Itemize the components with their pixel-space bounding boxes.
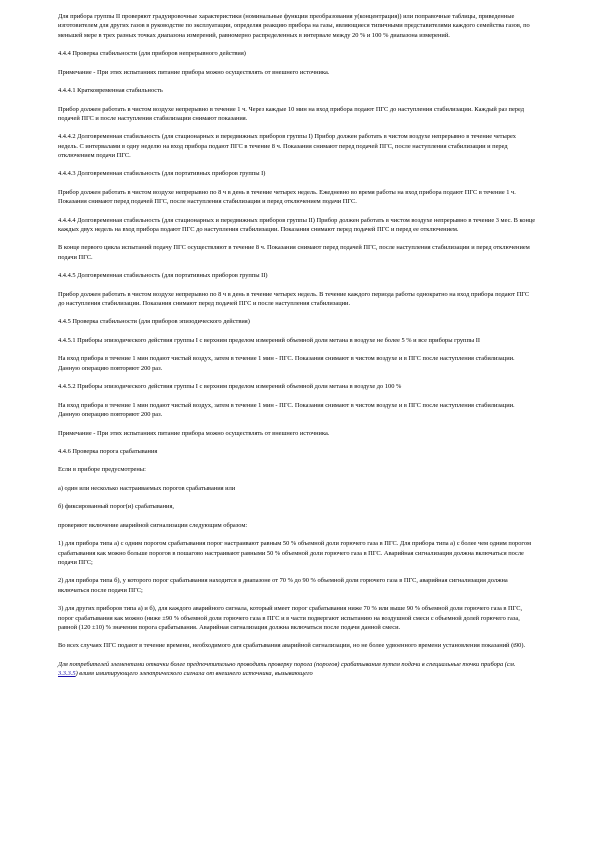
paragraph: 4.4.4.3 Долговременная стабильность (для портативных приборов группы I) <box>58 170 266 178</box>
paragraph-gap <box>58 77 536 86</box>
paragraph: а) один или несколько настраиваемых порогов срабатывания или <box>58 484 236 492</box>
paragraph: Прибор должен работать в чистом воздухе непрерывно в течение 1 ч. Через каждые 10 мин на вход прибора подают ПГС до наступления стабилизации. Каждый раз перед подачей ПГС и после наступления стабилизации снимают показания. <box>58 105 525 122</box>
paragraph-gap <box>58 419 536 428</box>
paragraph-gap <box>58 595 536 604</box>
paragraph-gap <box>58 345 536 354</box>
paragraph: Примечание - При этих испытаниях питание прибора можно осуществлять от внешнего источника. <box>58 429 330 437</box>
paragraph: Примечание - При этих испытаниях питание прибора можно осуществлять от внешнего источника. <box>58 68 330 76</box>
paragraph: 4.4.4 Проверка стабильности (для приборов непрерывного действия) <box>58 50 246 58</box>
paragraph: В конце первого цикла испытаний подачу ПГС осуществляют в течение 8 ч. Показания снимают перед подачей ПГС, после наступления стабилизации и перед отключением подачи ПГС. <box>58 244 530 261</box>
paragraph <box>58 660 536 679</box>
paragraph: Во всех случаях ПГС подают в течение времени, необходимого для срабатывания аварийной сигнализации, но не более удвоенного времени установления показаний (t90). <box>58 642 526 650</box>
paragraph-gap <box>58 475 536 484</box>
paragraph-gap <box>58 234 536 243</box>
paragraph: Прибор должен работать в чистом воздухе непрерывно по 8 ч в день в течение четырех недель. В течение каждого периода работы однократно на вход прибора подают ПГС до наступления стабилизации. Показания снимают перед подачей ПГС и после наступления стабилизации. <box>58 290 530 307</box>
section-reference-link[interactable]: 3.3.3.5 <box>58 670 76 678</box>
paragraph-gap <box>58 308 536 317</box>
paragraph-gap <box>58 530 536 539</box>
paragraph-gap <box>58 373 536 382</box>
paragraph-gap <box>58 262 536 271</box>
paragraph-gap <box>58 206 536 215</box>
paragraph: 4.4.5.2 Приборы эпизодического действия группы I с верхним пределом измерений объемной доли метана в воздухе до 100 % <box>58 383 402 391</box>
paragraph: 2) для прибора типа б), у которого порог срабатывания находится в диапазоне от 70 % до 90 % объемной доли горючего газа в ПГС, аварийная сигнализация должна включаться после подачи ПГС; <box>58 577 508 594</box>
paragraph-gap <box>58 160 536 169</box>
paragraph-gap <box>58 40 536 49</box>
paragraph: проверяют включение аварийной сигнализации следующим образом: <box>58 521 248 529</box>
paragraph-gap <box>58 567 536 576</box>
paragraph-gap <box>58 392 536 401</box>
paragraph-gap <box>58 179 536 188</box>
paragraph: Если в приборе предусмотрены: <box>58 466 146 474</box>
paragraph: 4.4.5.1 Приборы эпизодического действия группы I с верхним пределом измерений объемной доли метана в воздухе не более 5 % и все приборы группы II <box>58 336 481 344</box>
paragraph-gap <box>58 327 536 336</box>
paragraph-text: Для потребителей элементами откачки более предпочтительно проводить проверку порога (порогов) срабатывания путем подачи в специальные точки прибора (см. <box>58 660 516 668</box>
paragraph: 1) для прибора типа а) с одним порогом срабатывания порог настраивают равным 50 % объемной доли горючего газа в ПГС. Для прибора типа а) с более чем одним порогом срабатывания как можно больше порогов в пошагово настраивают равными 50 % объемной доли горючего газа в ПГС. Аварийная сигнализация должна включаться после подачи ПГС; <box>58 540 532 566</box>
paragraph-gap <box>58 456 536 465</box>
paragraph: 4.4.6 Проверка порога срабатывания <box>58 447 158 455</box>
paragraph: 4.4.5 Проверка стабильности (для приборов эпизодического действия) <box>58 318 250 326</box>
paragraph-gap <box>58 123 536 132</box>
paragraph: 4.4.4.2 Долговременная стабильность (для стационарных и передвижных приборов группы I) Прибор должен работать в чистом воздухе непрерывно в течение четырех недель. С интервалами в одну неделю на вход прибора подают ПГС в течение 8 ч. Показания снимают перед подачей ПГС, после наступления стабилизации и перед отключением подачи ПГС. <box>58 133 516 159</box>
paragraph-gap <box>58 95 536 104</box>
paragraph-text: ) влияя имитирующего электрического сигнала от внешнего источника, вызывающего <box>75 670 313 678</box>
paragraph: б) фиксированный порог(и) срабатывания, <box>58 503 174 511</box>
paragraph-gap <box>58 651 536 660</box>
paragraph: На вход прибора в течение 1 мин подают чистый воздух, затем в течение 1 мин - ПГС. Показания снимают в чистом воздухе и в ПГС после наступления стабилизации. Данную операцию повторяют 200 раз. <box>58 355 515 372</box>
paragraph: 4.4.4.5 Долговременная стабильность (для портативных приборов группы II) <box>58 272 268 280</box>
document-page <box>58 12 536 678</box>
paragraph: Для прибора группы II проверяют градуировочные характеристики (номинальные функции преобразования y(концентрация)) или поправочные таблицы, приведенные изготовителем для других газов в руководстве по эксплуатации, определяя реакцию прибора на газы, являющиеся типичными представителями каждого семейства газов, по меньшей мере в трех разных точках диапазона измерений, равномерно распределенных в интервале между 20 % и 100 % диапазона измерений. <box>58 13 530 39</box>
paragraph: 4.4.4.1 Кратковременная стабильность <box>58 87 163 95</box>
paragraph-gap <box>58 512 536 521</box>
paragraph: 3) для других приборов типа а) и б), для каждого аварийного сигнала, который имеет порог срабатывания ниже 70 % или выше 90 % объемной доли горючего газа в ПГС, порог срабатывания как можно (ниже ±90 % объемной доли горючего газа в ПГС и в части подвергают испытанию на воздушной смеси с объемной долей горючего газа, равной (120 ±10) % значения порога срабатывания. Аварийная сигнализация должна включаться после подачи данной смеси. <box>58 605 523 631</box>
paragraph: 4.4.4.4 Долговременная стабильность (для стационарных и передвижных приборов группы II) Прибор должен работать в чистом воздухе непрерывно в течение 3 мес. В конце каждых двух недель на вход прибора подают ПГС до наступления стабилизации. Показания снимают перед подачей ПГС и перед ее отключением. <box>58 216 536 233</box>
paragraph-gap <box>58 438 536 447</box>
paragraph: Прибор должен работать в чистом воздухе непрерывно по 8 ч в день в течение четырех недель. Ежедневно во время работы на вход прибора подают ПГС в течение 1 ч. Показания снимают перед подачей ПГС, после наступления стабилизации и перед отключением подачи ПГС. <box>58 188 516 206</box>
paragraph-gap <box>58 58 536 67</box>
paragraph-gap <box>58 281 536 290</box>
paragraph-gap <box>58 632 536 641</box>
paragraph: На вход прибора в течение 1 мин подают чистый воздух, затем в течение 1 мин - ПГС. Показания снимают в чистом воздухе и в ПГС после наступления стабилизации. Данную операцию повторяют 200 раз. <box>58 401 515 419</box>
paragraph-gap <box>58 493 536 502</box>
